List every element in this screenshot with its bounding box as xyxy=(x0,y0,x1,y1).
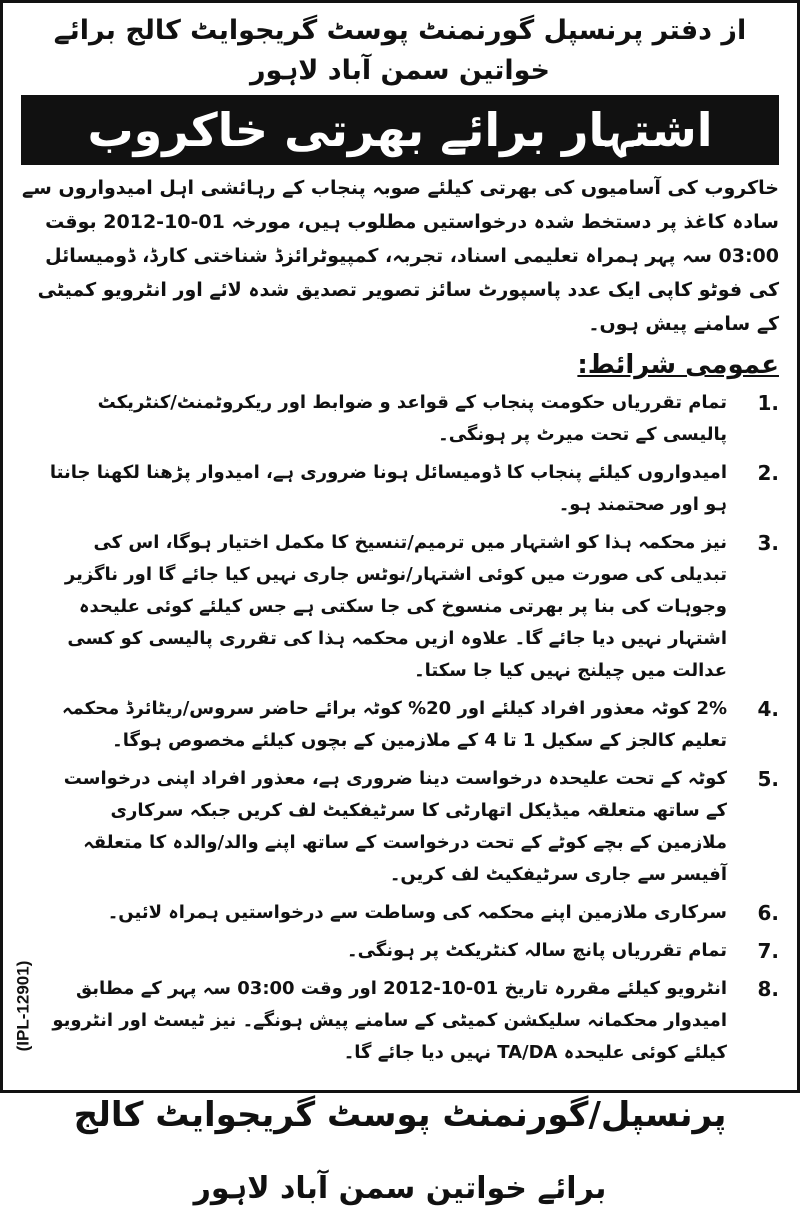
condition-item-7 xyxy=(21,935,779,967)
general-conditions-heading: عمومی شرائط: xyxy=(577,350,779,380)
condition-text: 2% کوٹہ معذور افراد کیلئے اور 20% کوٹہ برائے حاضر سروس/ریٹائرڈ محکمہ تعلیم کالجز کے سکیل 1 تا 4 کے ملازمین کے بچوں کیلئے مخصوص ہوگا۔ xyxy=(62,698,727,751)
condition-number: 1. xyxy=(757,391,779,415)
condition-number: 6. xyxy=(757,901,779,925)
condition-number: 3. xyxy=(757,531,779,555)
issuing-office-line: از دفتر پرنسپل گورنمنٹ پوسٹ گریجوایٹ کالج برائے خواتین سمن آباد لاہور xyxy=(53,15,747,86)
condition-number: 7. xyxy=(757,939,779,963)
signatory-title: پرنسپل/گورنمنٹ پوسٹ گریجوایٹ کالج xyxy=(73,1095,727,1135)
condition-number: 8. xyxy=(757,977,779,1001)
condition-text: سرکاری ملازمین اپنے محکمہ کی وساطت سے درخواستیں ہمراہ لائیں۔ xyxy=(107,902,727,923)
condition-number: 4. xyxy=(757,697,779,721)
condition-text: انٹرویو کیلئے مقررہ تاریخ 01-10-2012 اور وقت 03:00 سہ پہر کے مطابق امیدوار محکمانہ سلیکشن کمیٹی کے سامنے پیش ہونگے۔ نیز ٹیسٹ اور انٹرویو کیلئے کوئی علیحدہ TA/DA نہیں دیا جائے گا۔ xyxy=(52,978,727,1063)
condition-item-8 xyxy=(21,973,779,1069)
condition-text: کوٹہ کے تحت علیحدہ درخواست دینا ضروری ہے، معذور افراد اپنی درخواست کے ساتھ متعلقہ میڈیکل اتھارٹی کا سرٹیفکیٹ لف کریں جبکہ سرکاری ملازمین کے بچے کوٹے کے تحت درخواست کے ساتھ اپنے والد/والدہ کا متعلقہ آفیسر سے جاری سرٹیفکیٹ لف کریں۔ xyxy=(63,768,727,885)
condition-text: تمام تقرریاں حکومت پنجاب کے قواعد و ضوابط اور ریکروٹمنٹ/کنٹریکٹ پالیسی کے تحت میرٹ پر ہونگی۔ xyxy=(97,392,727,445)
condition-text: تمام تقرریاں پانچ سالہ کنٹریکٹ پر ہونگی۔ xyxy=(347,940,727,961)
condition-number: 5. xyxy=(757,767,779,791)
signatory-address: برائے خواتین سمن آباد لاہور xyxy=(193,1171,607,1206)
condition-item-3 xyxy=(21,527,779,687)
condition-item-5 xyxy=(21,763,779,891)
conditions-list xyxy=(21,387,779,1069)
ipl-code-text: (IPL-12901) xyxy=(13,960,33,1052)
advertisement-title: اشتہار برائے بھرتی خاکروب xyxy=(21,95,779,165)
condition-item-4 xyxy=(21,693,779,757)
ipl-reference-code xyxy=(9,936,37,1076)
condition-item-1 xyxy=(21,387,779,451)
condition-text: نیز محکمہ ہذا کو اشتہار میں ترمیم/تنسیخ کا مکمل اختیار ہوگا، اس کی تبدیلی کی صورت میں کوئی اشتہار/نوٹس جاری نہیں کیا جائے گا اور ناگزیر وجوہات کی بنا پر بھرتی منسوخ کی جا سکتی ہے جس کیلئے کوئی علیحدہ اشتہار نہیں دیا جائے گا۔ علاوہ ازیں محکمہ ہذا کی تقرری پالیسی کو کسی عدالت میں چیلنج نہیں کیا جا سکتا۔ xyxy=(64,532,727,681)
signature-block xyxy=(17,1087,783,1217)
condition-item-6 xyxy=(21,897,779,929)
condition-item-2 xyxy=(21,457,779,521)
condition-text: امیدواروں کیلئے پنجاب کا ڈومیسائل ہونا ضروری ہے، امیدوار پڑھنا لکھنا جانتا ہو اور صحتمند ہو۔ xyxy=(49,462,727,515)
condition-number: 2. xyxy=(757,461,779,485)
intro-paragraph: خاکروب کی آسامیوں کی بھرتی کیلئے صوبہ پنجاب کے رہائشی اہل امیدواروں سے سادہ کاغذ پر دستخط شدہ درخواستیں مطلوب ہیں، مورخہ 01-10-2012 بوقت 03:00 سہ پہر ہمراہ تعلیمی اسناد، تجربہ، کمپیوٹرائزڈ شناختی کارڈ، ڈومیسائل کی فوٹو کاپی ایک عدد پاسپورٹ سائز تصویر تصدیق شدہ لائے اور انٹرویو کمیٹی کے سامنے پیش ہوں۔ xyxy=(22,177,779,335)
